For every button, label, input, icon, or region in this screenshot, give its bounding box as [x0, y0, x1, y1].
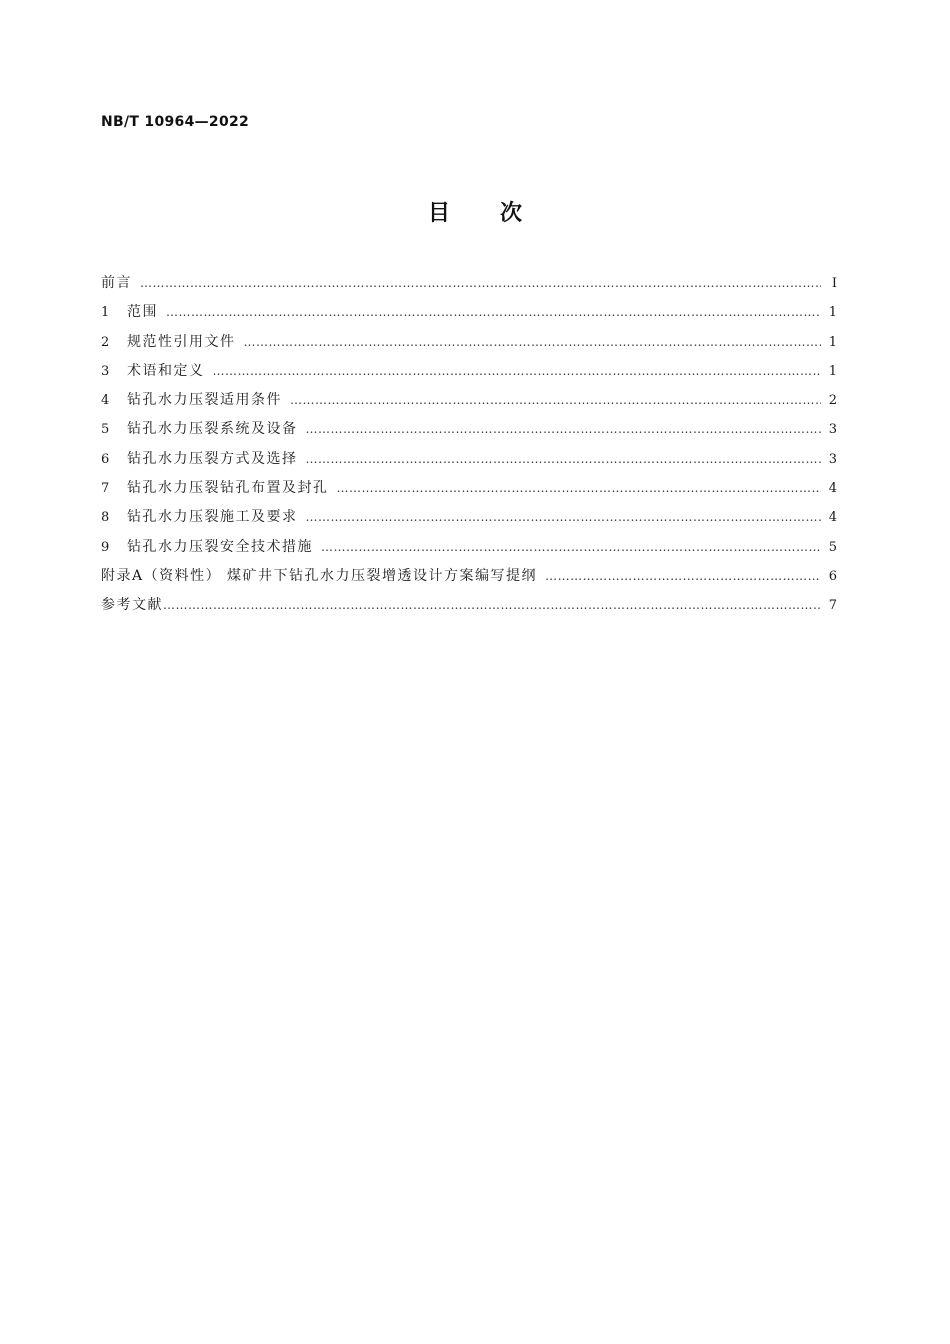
toc-entry-label: 钻孔水力压裂方式及选择 — [127, 450, 298, 467]
toc-entry-page: 7 — [828, 598, 837, 614]
toc-leader-dots — [306, 510, 822, 524]
toc-entry-label: 钻孔水力压裂钻孔布置及封孔 — [127, 480, 329, 497]
toc-leader-dots — [140, 276, 821, 290]
toc-leader-dots — [306, 452, 822, 466]
toc-entry-references[interactable] — [101, 594, 837, 623]
toc-entry-8[interactable] — [101, 506, 837, 535]
toc-entry-label: 附录A（资料性） 煤矿井下钻孔水力压裂增透设计方案编写提纲 — [101, 567, 538, 584]
toc-entry-page: 1 — [828, 334, 837, 350]
toc-entry-9[interactable] — [101, 536, 837, 565]
toc-list — [101, 272, 837, 624]
toc-leader-dots — [545, 569, 821, 583]
toc-entry-appendix-a[interactable] — [101, 565, 837, 594]
toc-leader-dots — [166, 305, 821, 319]
toc-entry-label: 术语和定义 — [127, 362, 205, 379]
toc-entry-page: Ⅰ — [831, 276, 837, 291]
toc-entry-page: 3 — [828, 451, 837, 467]
toc-entry-label: 前言 — [101, 275, 132, 291]
toc-entry-label: 范围 — [127, 304, 158, 321]
toc-entry-number: 3 — [101, 363, 110, 379]
toc-leader-dots — [290, 393, 821, 407]
toc-entry-number: 5 — [101, 422, 110, 438]
toc-leader-dots — [244, 335, 822, 349]
toc-entry-page: 2 — [828, 393, 837, 409]
toc-entry-foreword[interactable] — [101, 272, 837, 301]
toc-entry-label: 钻孔水力压裂施工及要求 — [127, 509, 298, 526]
toc-entry-3[interactable] — [101, 360, 837, 389]
toc-entry-1[interactable] — [101, 301, 837, 330]
toc-entry-label: 参考文献 — [101, 597, 163, 614]
toc-entry-6[interactable] — [101, 448, 837, 477]
toc-entry-label: 钻孔水力压裂适用条件 — [127, 392, 282, 409]
toc-entry-page: 4 — [828, 481, 837, 497]
toc-entry-number: 7 — [101, 481, 110, 497]
toc-leader-dots — [163, 598, 821, 612]
toc-entry-number: 6 — [101, 451, 110, 467]
toc-entry-5[interactable] — [101, 418, 837, 447]
toc-entry-page: 3 — [828, 422, 837, 438]
toc-entry-page: 1 — [828, 363, 837, 379]
toc-entry-page: 4 — [828, 510, 837, 526]
toc-leader-dots — [321, 540, 821, 554]
toc-entry-label: 钻孔水力压裂安全技术措施 — [127, 538, 313, 555]
toc-leader-dots — [213, 364, 822, 378]
toc-title: 目次 — [427, 201, 572, 226]
toc-entry-number: 4 — [101, 393, 110, 409]
toc-entry-label: 钻孔水力压裂系统及设备 — [127, 421, 298, 438]
toc-entry-number: 1 — [101, 305, 110, 321]
toc-leader-dots — [337, 481, 822, 495]
toc-entry-7[interactable] — [101, 477, 837, 506]
standard-code: NB/T 10964—2022 — [101, 114, 250, 130]
toc-entry-page: 5 — [828, 539, 837, 555]
toc-entry-page: 6 — [828, 568, 837, 584]
toc-entry-number: 9 — [101, 539, 110, 555]
toc-entry-page: 1 — [828, 305, 837, 321]
toc-entry-label: 规范性引用文件 — [127, 333, 236, 350]
toc-entry-number: 8 — [101, 510, 110, 526]
toc-entry-2[interactable] — [101, 331, 837, 360]
toc-entry-4[interactable] — [101, 389, 837, 418]
toc-entry-number: 2 — [101, 334, 110, 350]
toc-leader-dots — [306, 422, 822, 436]
